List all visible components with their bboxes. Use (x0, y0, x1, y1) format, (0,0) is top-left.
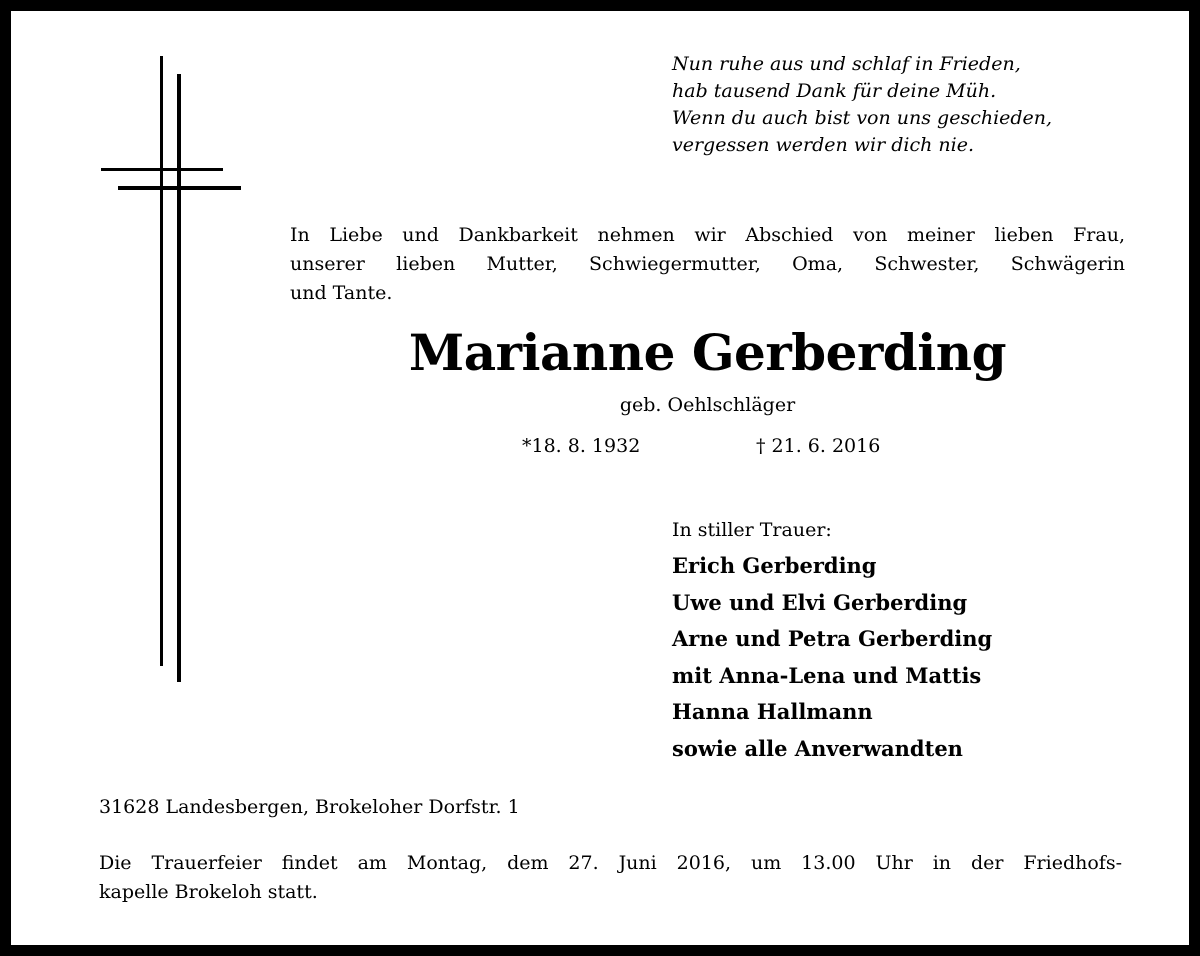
birth-date: *18. 8. 1932 (522, 435, 641, 457)
memorial-poem (672, 51, 1142, 159)
poem-line: vergessen werden wir dich nie. (672, 134, 974, 156)
intro-line: unserer lieben Mutter, Schwiegermutter, Oma, Schwester, Schwägerin (290, 253, 1125, 275)
cross-horizontal-bar-upper (101, 168, 223, 171)
mourners-block (672, 516, 1152, 768)
poem-line: Nun ruhe aus und schlaf in Frieden, (672, 53, 1021, 75)
mourner-name: sowie alle Anverwandten (672, 735, 963, 761)
funeral-service-info (99, 849, 1122, 907)
deceased-name: Marianne Gerberding (408, 323, 1007, 382)
family-address: 31628 Landesbergen, Brokeloher Dorfstr. 1 (99, 796, 520, 818)
farewell-intro (290, 221, 1125, 308)
mourners-label: In stiller Trauer: (672, 519, 832, 541)
poem-line: hab tausend Dank für deine Müh. (672, 80, 997, 102)
cross-vertical-bar-left (160, 56, 163, 666)
maiden-name: geb. Oehlschläger (619, 394, 796, 416)
service-line: Die Trauerfeier findet am Montag, dem 27. Juni 2016, um 13.00 Uhr in der Friedhofs- (99, 852, 1122, 874)
death-date: † 21. 6. 2016 (756, 435, 881, 457)
cross-horizontal-bar-lower (118, 186, 241, 190)
mourner-name: Erich Gerberding (672, 553, 877, 578)
intro-line: In Liebe und Dankbarkeit nehmen wir Abschied von meiner lieben Frau, (290, 224, 1125, 246)
intro-line: und Tante. (290, 282, 393, 304)
double-cross-icon (96, 56, 246, 686)
cross-vertical-bar-right (177, 74, 181, 682)
poem-line: Wenn du auch bist von uns geschieden, (672, 107, 1053, 129)
service-line: kapelle Brokeloh statt. (99, 881, 318, 903)
mourner-name: Uwe und Elvi Gerberding (672, 589, 968, 615)
mourner-name: Arne und Petra Gerberding (672, 626, 993, 652)
mourner-name: Hanna Hallmann (672, 699, 873, 725)
mourner-name: mit Anna-Lena und Mattis (672, 662, 982, 688)
